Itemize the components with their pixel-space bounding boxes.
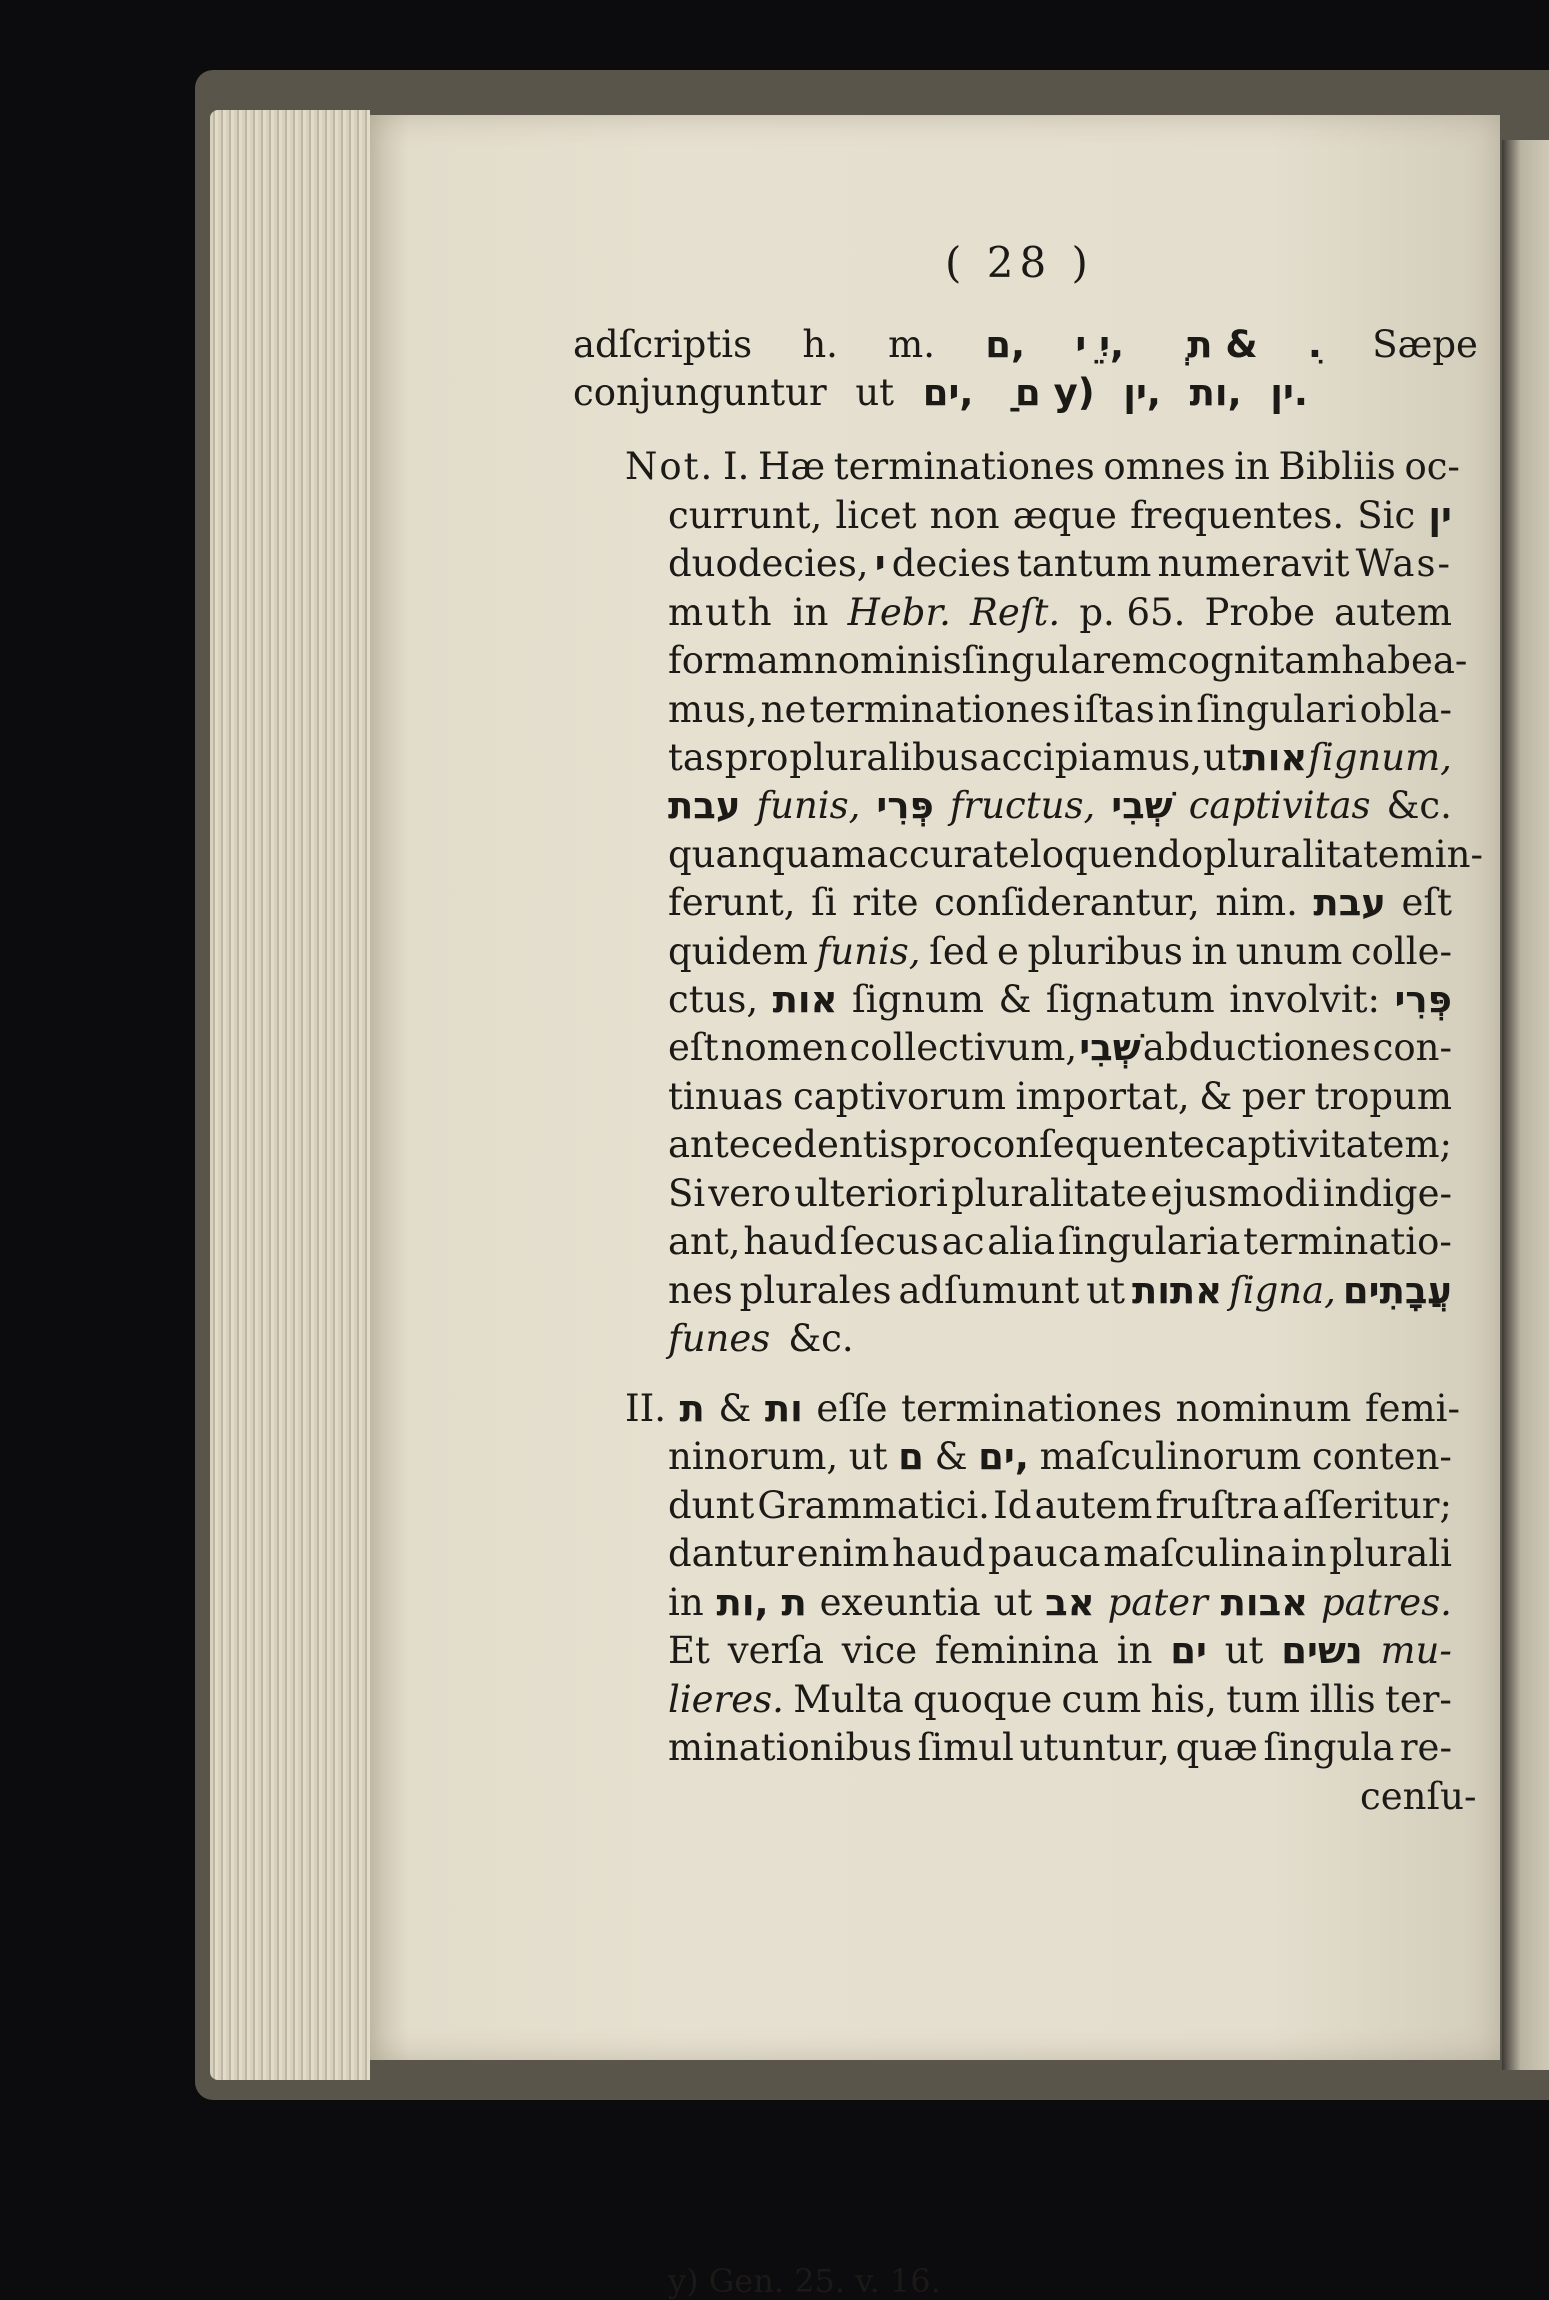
- word: pluribus: [1027, 930, 1183, 973]
- hebrew-word: עבת: [1313, 881, 1386, 924]
- word: ſignatum: [1045, 978, 1215, 1021]
- word: eſt: [1401, 881, 1452, 924]
- word: Grammatici.: [757, 1484, 990, 1527]
- word: patres.: [1321, 1581, 1452, 1624]
- word: ſigna,: [1229, 1269, 1336, 1312]
- word: &c.: [788, 1317, 854, 1360]
- hebrew-word: ות: [764, 1387, 803, 1430]
- word: ſingula: [1263, 1726, 1395, 1769]
- word: formam: [668, 639, 814, 682]
- word: nominum: [1175, 1387, 1352, 1430]
- word: in-: [1434, 833, 1483, 876]
- word: pauca: [988, 1532, 1101, 1575]
- word: illis: [1309, 1678, 1376, 1721]
- word: &: [934, 1435, 968, 1478]
- word: enim: [796, 1532, 890, 1575]
- hebrew-word: אתות: [1131, 1269, 1223, 1312]
- text-line: [668, 492, 1452, 541]
- word: lieres.: [668, 1678, 784, 1721]
- word: pluralibus: [789, 736, 979, 779]
- hebrew-word: ִ ֵם y): [1002, 371, 1095, 414]
- text-line: [668, 1579, 1452, 1628]
- word: frequentes.: [1130, 494, 1345, 537]
- word: quanquam: [668, 833, 867, 876]
- word: ſignum,: [1308, 736, 1452, 779]
- word: ulteriori: [794, 1172, 948, 1215]
- word: oc-: [1404, 445, 1460, 488]
- word: Multa: [793, 1678, 904, 1721]
- hebrew-word: ת: [781, 1581, 807, 1624]
- word: cenſu-: [1360, 1775, 1477, 1818]
- hebrew-word: ין.: [1270, 371, 1308, 414]
- word: in: [1234, 445, 1270, 488]
- word: tum: [1226, 1678, 1301, 1721]
- word: tantum: [1016, 542, 1152, 585]
- word: ut: [1202, 736, 1242, 779]
- word: ter-: [1384, 1678, 1452, 1721]
- word: ſed: [929, 930, 989, 973]
- text-line: [668, 1267, 1452, 1316]
- word: omnes: [1103, 445, 1226, 488]
- word: adſcriptis: [573, 323, 753, 366]
- word: eſt: [668, 1026, 719, 1069]
- word: ctus,: [668, 978, 759, 1021]
- hebrew-word: אות: [1242, 736, 1308, 779]
- text-line: [668, 1024, 1452, 1073]
- word: Probe: [1204, 591, 1315, 634]
- word: minationibus: [668, 1726, 912, 1769]
- word: accurate: [866, 833, 1030, 876]
- word: Not.: [625, 445, 715, 488]
- word: ninorum,: [668, 1435, 839, 1478]
- hebrew-word: פְּרִי: [1394, 978, 1452, 1021]
- word: nes: [668, 1269, 733, 1312]
- word: autem: [1034, 1484, 1153, 1527]
- word: ferunt,: [668, 881, 796, 924]
- word: con-: [1372, 1026, 1452, 1069]
- word: femi-: [1364, 1387, 1460, 1430]
- word: h.: [802, 323, 838, 366]
- word: autem: [1334, 591, 1452, 634]
- word: ac: [941, 1220, 985, 1263]
- word: vero: [708, 1172, 792, 1215]
- hebrew-word: עֲבָתִים: [1342, 1269, 1452, 1312]
- text-line: [668, 879, 1452, 928]
- word: fruſtra: [1155, 1484, 1280, 1527]
- word: abductiones: [1142, 1026, 1371, 1069]
- text-line: [668, 734, 1452, 783]
- word: tropum: [1314, 1075, 1452, 1118]
- word: conſiderantur,: [934, 881, 1200, 924]
- word: plurales: [739, 1269, 892, 1312]
- word: &c.: [1386, 784, 1452, 827]
- word: vice: [841, 1629, 918, 1672]
- hebrew-word: ות,: [1189, 371, 1242, 414]
- word: eſſe: [816, 1387, 888, 1430]
- hebrew-word: ת: [679, 1387, 705, 1430]
- word: unum: [1235, 930, 1343, 973]
- word: dunt: [668, 1484, 755, 1527]
- word: ſimul: [917, 1726, 1014, 1769]
- word: indige-: [1322, 1172, 1452, 1215]
- word: non: [929, 494, 1000, 537]
- text-line: [668, 782, 1452, 831]
- word: rite: [852, 881, 919, 924]
- text-line: [668, 1218, 1452, 1267]
- word: habea-: [1341, 639, 1468, 682]
- word: per: [1241, 1075, 1305, 1118]
- word: pro: [908, 1123, 973, 1166]
- word: captivorum: [792, 1075, 1006, 1118]
- word: duodecies,: [668, 542, 869, 585]
- hebrew-word: שְׁבִי: [1079, 1026, 1141, 1069]
- word: Was-: [1355, 542, 1452, 585]
- text-line: [668, 1627, 1452, 1676]
- word: &: [1199, 1075, 1233, 1118]
- text-line: [668, 1433, 1452, 1482]
- word: tinuas: [668, 1075, 784, 1118]
- word: pater: [1107, 1581, 1208, 1624]
- word: conten-: [1311, 1435, 1452, 1478]
- text-line: [668, 1482, 1452, 1531]
- hebrew-word: נשים: [1281, 1629, 1363, 1672]
- word: terminationes: [901, 1387, 1163, 1430]
- hebrew-word: ים,: [978, 1435, 1029, 1478]
- word: II.: [625, 1387, 666, 1430]
- word: funis,: [816, 930, 921, 973]
- word: conjunguntur: [573, 371, 827, 414]
- text-line: [668, 976, 1452, 1025]
- word: &: [718, 1387, 752, 1430]
- hebrew-word: ם: [898, 1435, 924, 1478]
- text-line: [668, 589, 1452, 638]
- word: pluralitatem: [1203, 833, 1435, 876]
- word: in: [1290, 1532, 1327, 1575]
- text-line: [573, 321, 1478, 370]
- text-line: [668, 928, 1452, 977]
- word: utuntur,: [1019, 1726, 1170, 1769]
- word: p. 65.: [1079, 591, 1186, 634]
- word: Si: [668, 1172, 706, 1215]
- word: quoque: [913, 1678, 1053, 1721]
- word: haud: [892, 1532, 986, 1575]
- word: Hebr.: [847, 591, 951, 634]
- page-edges: [210, 110, 370, 2080]
- footnote: y) Gen. 25. v. 16.: [668, 2262, 941, 2300]
- word: tas: [668, 736, 724, 779]
- word: quidem: [668, 930, 809, 973]
- word: ut: [848, 1435, 888, 1478]
- word: muth: [668, 591, 774, 634]
- word: loquendo: [1029, 833, 1204, 876]
- hebrew-word: י: [874, 542, 886, 585]
- word: nim.: [1215, 881, 1298, 924]
- word: I.: [722, 445, 750, 488]
- word: verſa: [727, 1629, 824, 1672]
- text-line: [668, 686, 1452, 735]
- word: in: [1116, 1629, 1153, 1672]
- word: adſumunt: [898, 1269, 1080, 1312]
- word: cum: [1061, 1678, 1142, 1721]
- word: m.: [888, 323, 936, 366]
- text-line: [668, 1170, 1452, 1219]
- word: mus,: [668, 688, 758, 731]
- word: captivitatem;: [1204, 1123, 1452, 1166]
- word: ut: [1086, 1269, 1125, 1312]
- word: re-: [1399, 1726, 1452, 1769]
- word: terminatio-: [1243, 1220, 1452, 1263]
- word: ejusmodi: [1150, 1172, 1320, 1215]
- word: ut: [1224, 1629, 1264, 1672]
- word: funis,: [756, 784, 861, 827]
- word: captivitas: [1188, 784, 1371, 827]
- word: antecedentis: [668, 1123, 909, 1166]
- hebrew-word: פְּרִי: [876, 784, 934, 827]
- word: in: [792, 591, 829, 634]
- word: Id: [993, 1484, 1032, 1527]
- word: cognitam: [1167, 639, 1342, 682]
- word: feminina: [934, 1629, 1099, 1672]
- hebrew-word: ִ.: [1307, 323, 1322, 366]
- text-line: [668, 540, 1452, 589]
- word: fructus,: [949, 784, 1096, 827]
- hebrew-word: ין: [1428, 494, 1452, 537]
- word: accipiamus,: [979, 736, 1202, 779]
- word: nominis: [813, 639, 962, 682]
- word: ne: [760, 688, 807, 731]
- word: conſequente: [972, 1123, 1205, 1166]
- word: exeuntia: [819, 1581, 981, 1624]
- word: Sic: [1357, 494, 1416, 537]
- hebrew-word: ין,: [1123, 371, 1161, 414]
- word: pro: [724, 736, 789, 779]
- word: obla-: [1359, 688, 1452, 731]
- word: aſſeritur;: [1282, 1484, 1452, 1527]
- text-line: [668, 637, 1468, 686]
- word: his,: [1150, 1678, 1217, 1721]
- word: pluralitate: [950, 1172, 1148, 1215]
- text-line: [1360, 1773, 1477, 1822]
- word: involvit:: [1229, 978, 1380, 1021]
- word: mu-: [1380, 1629, 1452, 1672]
- facing-page-edge: [1502, 140, 1549, 2070]
- text-line: [668, 1121, 1452, 1170]
- hebrew-word: אות: [772, 978, 838, 1021]
- text-line: [625, 1385, 1460, 1434]
- word: currunt,: [668, 494, 823, 537]
- word: maſculina: [1103, 1532, 1289, 1575]
- word: e: [997, 930, 1019, 973]
- word: in: [1191, 930, 1228, 973]
- text-line: [668, 831, 1483, 880]
- word: nomen: [720, 1026, 848, 1069]
- word: dantur: [668, 1532, 794, 1575]
- hebrew-word: ים,: [922, 371, 974, 414]
- word: funes: [668, 1317, 771, 1360]
- word: importat,: [1015, 1075, 1190, 1118]
- text-line: [625, 443, 1460, 492]
- hebrew-word: אב: [1045, 1581, 1095, 1624]
- word: quæ: [1175, 1726, 1258, 1769]
- word: in: [668, 1581, 704, 1624]
- word: colle-: [1350, 930, 1452, 973]
- word: ant,: [668, 1220, 741, 1263]
- hebrew-word: שְׁבִי: [1111, 784, 1173, 827]
- text-line: [668, 1724, 1452, 1773]
- word: ſingulari: [1196, 688, 1357, 731]
- word: ſingularia: [1057, 1220, 1241, 1263]
- word: Bibliis: [1278, 445, 1396, 488]
- word: haud: [743, 1220, 837, 1263]
- word: numeravit: [1157, 542, 1350, 585]
- word: decies: [891, 542, 1011, 585]
- word: terminationes: [833, 445, 1095, 488]
- word: Hæ: [758, 445, 826, 488]
- text-line: [668, 1073, 1452, 1122]
- word: maſculinorum: [1039, 1435, 1302, 1478]
- word: collectivum,: [849, 1026, 1078, 1069]
- word: ſignum: [852, 978, 984, 1021]
- hebrew-word: ם,: [985, 323, 1026, 366]
- word: Sæpe: [1372, 323, 1478, 366]
- word: terminationes: [809, 688, 1071, 731]
- word: Reſt.: [970, 591, 1061, 634]
- word: licet: [835, 494, 917, 537]
- word: ut: [993, 1581, 1033, 1624]
- word: ſi: [811, 881, 837, 924]
- text-line: [668, 1315, 854, 1364]
- word: Et: [668, 1629, 710, 1672]
- hebrew-word: ים: [1170, 1629, 1207, 1672]
- hebrew-word: ות,: [716, 1581, 769, 1624]
- word: æque: [1012, 494, 1117, 537]
- hebrew-word: עבת: [668, 784, 741, 827]
- word: in: [1157, 688, 1194, 731]
- hebrew-word: אבות: [1220, 1581, 1309, 1624]
- text-line: [573, 369, 1308, 418]
- text-line: [668, 1530, 1452, 1579]
- word: ſingularem: [961, 639, 1168, 682]
- hebrew-word: ְ ת &: [1174, 323, 1258, 366]
- hebrew-word: יִ ֵי,: [1075, 323, 1125, 366]
- word: ſecus: [839, 1220, 939, 1263]
- word: plurali: [1329, 1532, 1452, 1575]
- word: ut: [855, 371, 895, 414]
- word: &: [998, 978, 1032, 1021]
- page-number: ( 28 ): [945, 238, 1094, 287]
- word: alia: [987, 1220, 1056, 1263]
- word: iſtas: [1073, 688, 1155, 731]
- text-line: [668, 1676, 1452, 1725]
